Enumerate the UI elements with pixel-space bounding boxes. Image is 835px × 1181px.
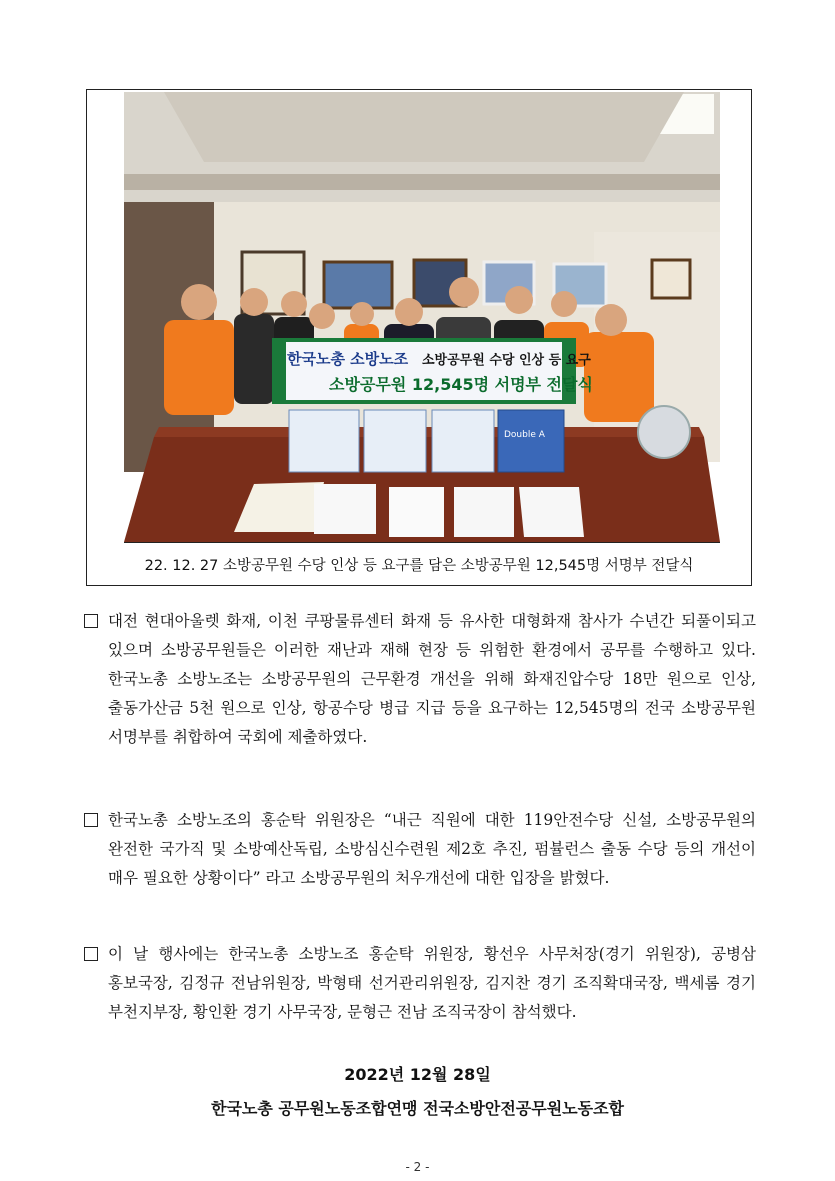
paragraph-2 xyxy=(84,806,756,893)
banner xyxy=(274,340,593,402)
banner-text-line2: 소방공무원 12,545명 서명부 전달식 xyxy=(329,375,593,394)
paragraph-text: 한국노총 소방노조의 홍순탁 위원장은 “내근 직원에 대한 119안전수당 신설, 소방공무원의 완전한 국가직 및 소방예산독립, 소방심신수련원 제2호 추진, 펌뷸런스 출동 수당 등의 개선이 매우 필요한 상황이다” 라고 소방공무원의 처우개선에 대한 입장을 밝혔다. xyxy=(108,811,756,887)
square-bullet-icon xyxy=(84,813,98,827)
paragraph-text: 이 날 행사에는 한국노총 소방노조 홍순탁 위원장, 황선우 사무처장(경기 위원장), 공병삼 홍보국장, 김정규 전남위원장, 박형태 선거관리위원장, 김지찬 경기 조직확대국장, 백세롬 경기 부천지부장, 황인환 경기 사무국장, 문형근 전남 조직국장이 참석했다. xyxy=(108,945,756,1021)
photo-figure xyxy=(86,89,752,586)
event-photo xyxy=(124,92,720,543)
paper-box-label: Double A xyxy=(504,430,545,440)
paragraph-text: 대전 현대아울렛 화재, 이천 쿠팡물류센터 화재 등 유사한 대형화재 참사가 수년간 되풀이되고 있으며 소방공무원들은 이러한 재난과 재해 현장 등 위험한 환경에서 공무를 수행하고 있다. 한국노총 소방노조는 소방공무원의 근무환경 개선을 위해 화재진압수당 18만 원으로 인상, 출동가산금 5천 원으로 인상, 항공수당 병급 지급 등을 요구하는 12,545명의 전국 소방공무원 서명부를 취합하여 국회에 제출하였다. xyxy=(108,612,756,746)
page-number: - 2 - xyxy=(405,1160,430,1174)
photo-caption: 22. 12. 27 소방공무원 수당 인상 등 요구를 담은 소방공무원 12,545명 서명부 전달식 xyxy=(144,557,694,574)
document-date: 2022년 12월 28일 xyxy=(344,1065,491,1084)
square-bullet-icon xyxy=(84,947,98,961)
paragraph-3 xyxy=(84,940,756,1027)
square-bullet-icon xyxy=(84,614,98,628)
banner-text-right: 소방공무원 수당 인상 등 요구 xyxy=(422,353,591,368)
organization-name: 한국노총 공무원노동조합연맹 전국소방안전공무원노동조합 xyxy=(211,1099,624,1118)
banner-text-left: 한국노총 소방노조 xyxy=(287,350,409,368)
paragraph-1 xyxy=(84,607,756,752)
